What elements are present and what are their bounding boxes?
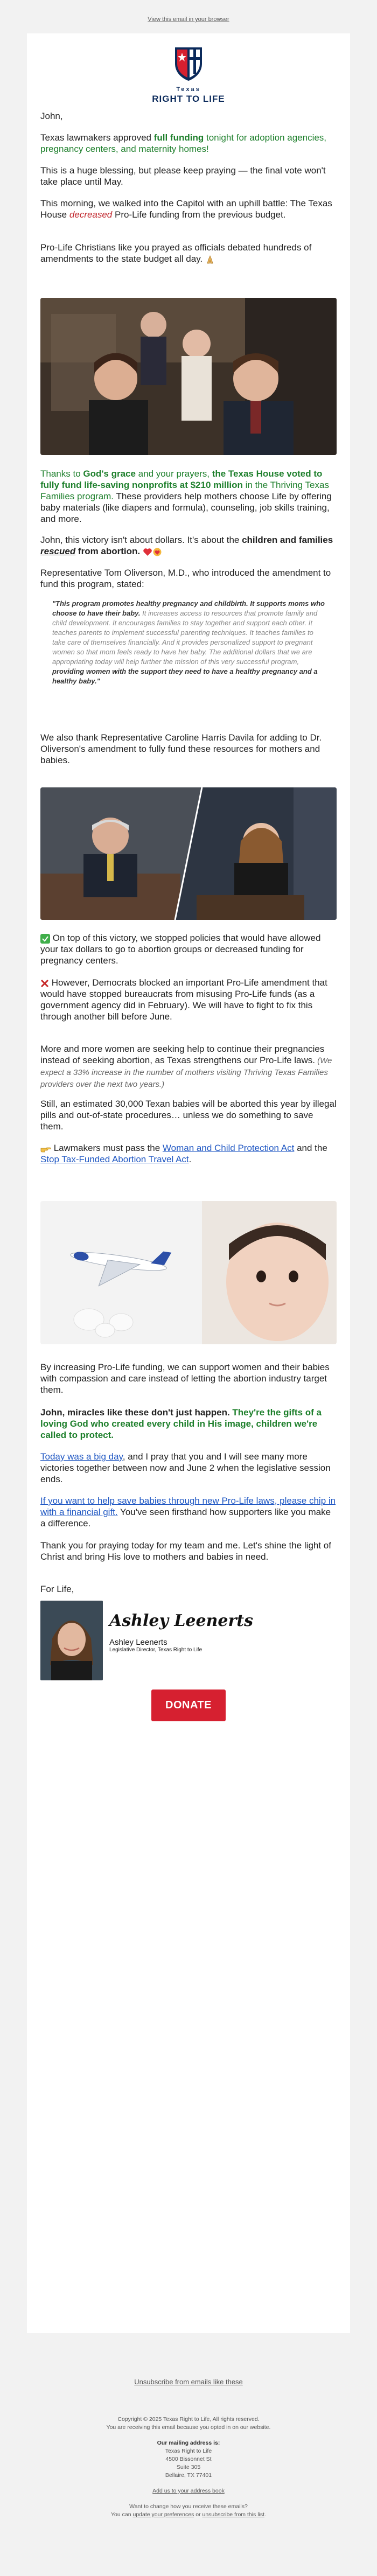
paragraph-16: Today was a big day, and I pray that you and I will see many more victories together between now and June 2 when the legislative session ends.: [40, 1451, 331, 1484]
check-mark-icon: [40, 934, 50, 944]
view-in-browser-link[interactable]: View this email in your browser: [148, 16, 229, 23]
address-line: Suite 305: [176, 2464, 201, 2470]
paragraph-11: More and more women are seeking help to continue their pregnancies instead of seeking abortion, as Texas strengthens our Pro-Life laws. (We expect a 33% increase in the number of mothers visiting Thriving Texas Families providers over the next two years.): [40, 1044, 332, 1089]
signoff: For Life,: [40, 1584, 74, 1594]
copyright-text: Copyright © 2025 Texas Right to Life, All rights reserved.: [117, 2416, 260, 2423]
paragraph-14: By increasing Pro-Life funding, we can support women and their babies with compassion and care instead of letting the abortion industry target them.: [40, 1362, 330, 1395]
unsubscribe-list-link[interactable]: unsubscribe from this list: [202, 2511, 265, 2518]
paragraph-1: Texas lawmakers approved full funding tonight for adoption agencies, pregnancy centers, and maternity homes!: [40, 132, 327, 154]
paragraph-4: Pro-Life Christians like you prayed as officials debated hundreds of amendments to the state budget all day.: [40, 242, 312, 264]
lawmakers-group-photo: [40, 298, 337, 455]
preheader: [0, 16, 377, 23]
signature-block: [40, 1601, 337, 1680]
update-preferences-link[interactable]: update your preferences: [132, 2511, 194, 2518]
donate-button[interactable]: DONATE: [151, 1690, 226, 1721]
plane-and-baby-photo: [40, 1201, 337, 1344]
legal-footer: [0, 2416, 377, 2519]
paragraph-13: Lawmakers must pass the Woman and Child Protection Act and the Stop Tax-Funded Abortion Travel Act.: [40, 1143, 327, 1164]
shield-logo-icon: [173, 45, 204, 82]
signature-script: Ashley Leenerts: [109, 1611, 254, 1630]
signature-title: Legislative Director, Texas Right to Life: [109, 1647, 203, 1653]
greeting: John,: [40, 111, 63, 121]
address-line: 4500 Bissonnet St: [165, 2456, 212, 2462]
paragraph-7: Representative Tom Oliverson, M.D., who introduced the amendment to fund this program, stated:: [40, 568, 331, 589]
signature-name: Ashley Leenerts: [109, 1638, 167, 1647]
unsubscribe-link-top[interactable]: Unsubscribe from emails like these: [134, 2378, 243, 2386]
paragraph-5: Thanks to God's grace and your prayers, the Texas House voted to fully fund life-saving nonprofits at $210 million in the Thriving Texas Families program. These providers help mothers choose Life by offering baby materials (like diapers and formula), counseling, job skills training, and more.: [40, 469, 332, 524]
praying-hands-icon: [205, 255, 215, 264]
paragraph-17: If you want to help save babies through new Pro-Life laws, please chip in with a financial gift. You've seen firsthand how supporters like you make a difference.: [40, 1496, 336, 1528]
add-address-book-link[interactable]: Add us to your address book: [152, 2488, 225, 2494]
cross-mark-icon: [40, 979, 49, 988]
unsubscribe-footer: [0, 2378, 377, 2386]
paragraph-2: This is a huge blessing, but please keep praying — the final vote won't take place until May.: [40, 165, 326, 187]
woman-child-protection-act-link[interactable]: Woman and Child Protection Act: [162, 1143, 295, 1153]
mailing-heading: Our mailing address is:: [157, 2440, 220, 2446]
stop-tax-funded-abortion-travel-act-link[interactable]: Stop Tax-Funded Abortion Travel Act: [40, 1154, 189, 1164]
financial-gift-link[interactable]: If you want to help save babies through new Pro-Life laws, please chip in with a financial gift.: [40, 1496, 336, 1517]
heart-icons: [143, 547, 162, 557]
paragraph-15: John, miracles like these don't just happen. They're the gifts of a loving God who created every child in His image, children we're called to protect.: [40, 1407, 322, 1440]
paragraph-18: Thank you for praying today for my team and me. Let's shine the light of Christ and bring His love to mothers and babies in need.: [40, 1540, 331, 1562]
paragraph-8: We also thank Representative Caroline Harris Davila for adding to Dr. Oliverson's amendment to fully fund these resources for mothers and babies.: [40, 732, 322, 765]
signature-avatar: [40, 1601, 103, 1680]
paragraph-6: John, this victory isn't about dollars. It's about the children and families rescued from abortion.: [40, 535, 333, 556]
today-big-day-link[interactable]: Today was a big day: [40, 1451, 123, 1462]
address-line: Bellaire, TX 77401: [165, 2472, 212, 2479]
email-card: [27, 33, 350, 2333]
paragraph-3: This morning, we walked into the Capitol with an uphill battle: The Texas House decreased Pro-Life funding from the previous budget.: [40, 198, 332, 220]
pointing-hand-icon: [40, 1144, 51, 1153]
opt-in-reason: You are receiving this email because you opted in on our website.: [106, 2424, 271, 2431]
paragraph-12: Still, an estimated 30,000 Texan babies will be aborted this year by illegal pills and out-of-state procedures… unless we do something to save them.: [40, 1099, 337, 1132]
paragraph-9: On top of this victory, we stopped policies that would have allowed your tax dollars to go to abortion groups or decreased funding for pregnancy centers.: [40, 933, 321, 966]
address-line: Texas Right to Life: [165, 2448, 212, 2454]
change-question: Want to change how you receive these emails?: [129, 2503, 248, 2510]
oliverson-quote: "This program promotes healthy pregnancy and childbirth. It supports moms who choose to have their baby. It increases access to resources that promote family and child development. It encourages families to stay together and support each other. It teaches parents to implement successful parenting techniques. It teaches families to take care of themselves financially. And it provides personalized support to pregnant women so that mom feels ready to have her baby. The additional dollars that we are appropriating today will help further the mission of this very successful program, providing women with the support they need to have a healthy pregnancy and a healthy baby.": [52, 599, 325, 685]
paragraph-10: However, Democrats blocked an important Pro-Life amendment that would have stopped bureaucrats from misusing Pro-Life funds (as a government agency did in February). We will have to fight to fix this through another bill before June.: [40, 978, 327, 1022]
preferences-line: You can update your preferences or unsubscribe from this list.: [111, 2511, 266, 2518]
logo-wordmark: Texas RIGHT TO LIFE: [152, 86, 225, 104]
logo: [40, 33, 337, 110]
representatives-split-photo: [40, 787, 337, 920]
